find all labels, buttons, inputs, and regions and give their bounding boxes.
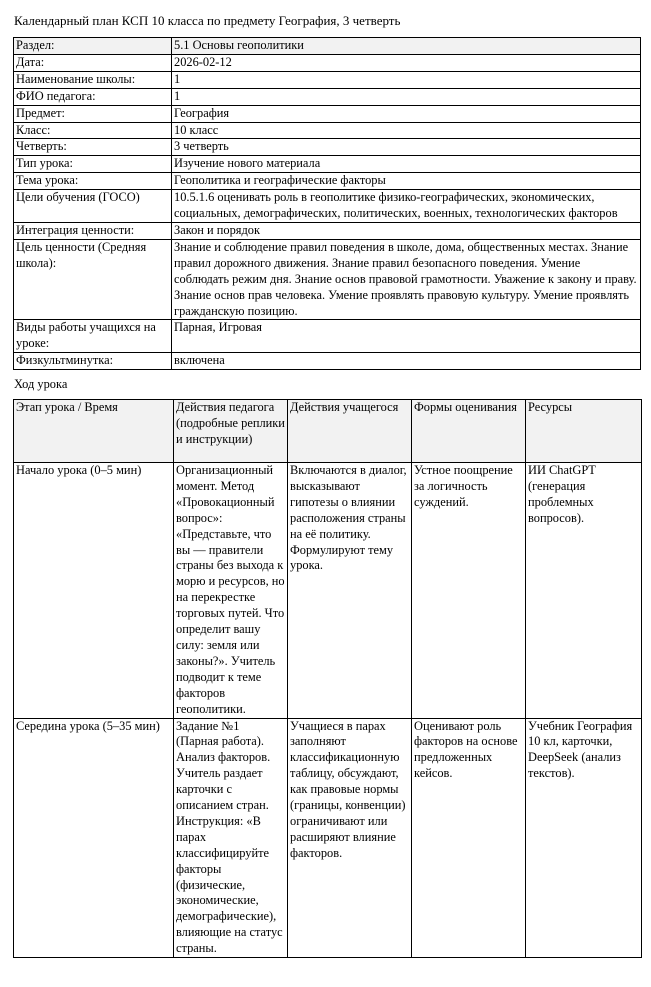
meta-row — [14, 222, 641, 239]
meta-label: Четверть: — [14, 139, 172, 156]
meta-label: Тема урока: — [14, 173, 172, 190]
lesson-stages-table — [13, 399, 642, 958]
meta-row — [14, 71, 641, 88]
meta-label: Цели обучения (ГОСО) — [14, 190, 172, 223]
meta-label: Наименование школы: — [14, 71, 172, 88]
meta-value: 5.1 Основы геополитики — [172, 38, 641, 55]
meta-row — [14, 156, 641, 173]
column-header-student: Действия учащегося — [288, 400, 412, 463]
meta-value: 1 — [172, 71, 641, 88]
table-row — [14, 463, 642, 719]
lesson-flow-heading: Ход урока — [14, 377, 68, 391]
table-header-row — [14, 400, 642, 463]
meta-row — [14, 320, 641, 353]
meta-value: Знание и соблюдение правил поведения в школе, дома, общественных местах. Знание правил дорожного движения. Знание правил безопасного поведения. Умение соблюдать режим дня. Знание основ правовой грамотности. Уважение к закону и праву. Знание основ прав человека. Умение проявлять правовую культуру. Умение проявлять гражданскую позицию. — [172, 239, 641, 320]
meta-value: 2026-02-12 — [172, 54, 641, 71]
meta-label: Цель ценности (Средняя школа): — [14, 239, 172, 320]
column-header-teacher: Действия педагога (подробные реплики и инструкции) — [174, 400, 288, 463]
meta-value: Закон и порядок — [172, 222, 641, 239]
resources-cell: ИИ ChatGPT (генерация проблемных вопросов). — [526, 463, 642, 719]
meta-row — [14, 105, 641, 122]
meta-value: Изучение нового материала — [172, 156, 641, 173]
meta-row — [14, 54, 641, 71]
column-header-assessment: Формы оценивания — [412, 400, 526, 463]
meta-row — [14, 139, 641, 156]
lesson-meta-table — [13, 37, 641, 370]
meta-label: Физкультминутка: — [14, 353, 172, 370]
meta-label: Интеграция ценности: — [14, 222, 172, 239]
meta-row — [14, 190, 641, 223]
meta-value: Геополитика и географические факторы — [172, 173, 641, 190]
meta-row — [14, 239, 641, 320]
document-title: Календарный план КСП 10 класса по предмету География, 3 четверть — [14, 13, 401, 28]
stage-cell: Начало урока (0–5 мин) — [14, 463, 174, 719]
meta-label: Предмет: — [14, 105, 172, 122]
meta-label: Тип урока: — [14, 156, 172, 173]
meta-value: География — [172, 105, 641, 122]
meta-label: Класс: — [14, 122, 172, 139]
teacher-actions-cell: Организационный момент. Метод «Провокационный вопрос»: «Представьте, что вы — правители страны без выхода к морю и ресурсов, но на перекрестке торговых путей. Что определит вашу силу: земля или законы?». Учитель подводит к теме факторов геополитики. — [174, 463, 288, 719]
column-header-stage: Этап урока / Время — [14, 400, 174, 463]
meta-value: Парная, Игровая — [172, 320, 641, 353]
assessment-cell: Оценивают роль факторов на основе предложенных кейсов. — [412, 718, 526, 958]
meta-row — [14, 38, 641, 55]
teacher-actions-cell: Задание №1 (Парная работа). Анализ факторов. Учитель раздает карточки с описанием стран. Инструкция: «В парах классифицируйте факторы (физические, экономические, демографические), влияющие на статус страны. — [174, 718, 288, 958]
meta-row — [14, 88, 641, 105]
meta-label: ФИО педагога: — [14, 88, 172, 105]
meta-value: включена — [172, 353, 641, 370]
resources-cell: Учебник География 10 кл, карточки, DeepSeek (анализ текстов). — [526, 718, 642, 958]
stage-cell: Середина урока (5–35 мин) — [14, 718, 174, 958]
meta-row — [14, 173, 641, 190]
assessment-cell: Устное поощрение за логичность суждений. — [412, 463, 526, 719]
meta-row — [14, 122, 641, 139]
meta-value: 1 — [172, 88, 641, 105]
student-actions-cell: Включаются в диалог, высказывают гипотезы о влиянии расположения страны на её политику. Формулируют тему урока. — [288, 463, 412, 719]
meta-value: 10.5.1.6 оценивать роль в геополитике физико-географических, экономических, социальных, демографических, политических, военных, технологических факторов — [172, 190, 641, 223]
column-header-resources: Ресурсы — [526, 400, 642, 463]
table-row — [14, 718, 642, 958]
meta-label: Раздел: — [14, 38, 172, 55]
meta-value: 3 четверть — [172, 139, 641, 156]
meta-label: Дата: — [14, 54, 172, 71]
meta-row — [14, 353, 641, 370]
meta-label: Виды работы учащихся на уроке: — [14, 320, 172, 353]
meta-value: 10 класс — [172, 122, 641, 139]
student-actions-cell: Учащиеся в парах заполняют классификационную таблицу, обсуждают, как правовые нормы (границы, конвенции) ограничивают или расширяют влияние факторов. — [288, 718, 412, 958]
